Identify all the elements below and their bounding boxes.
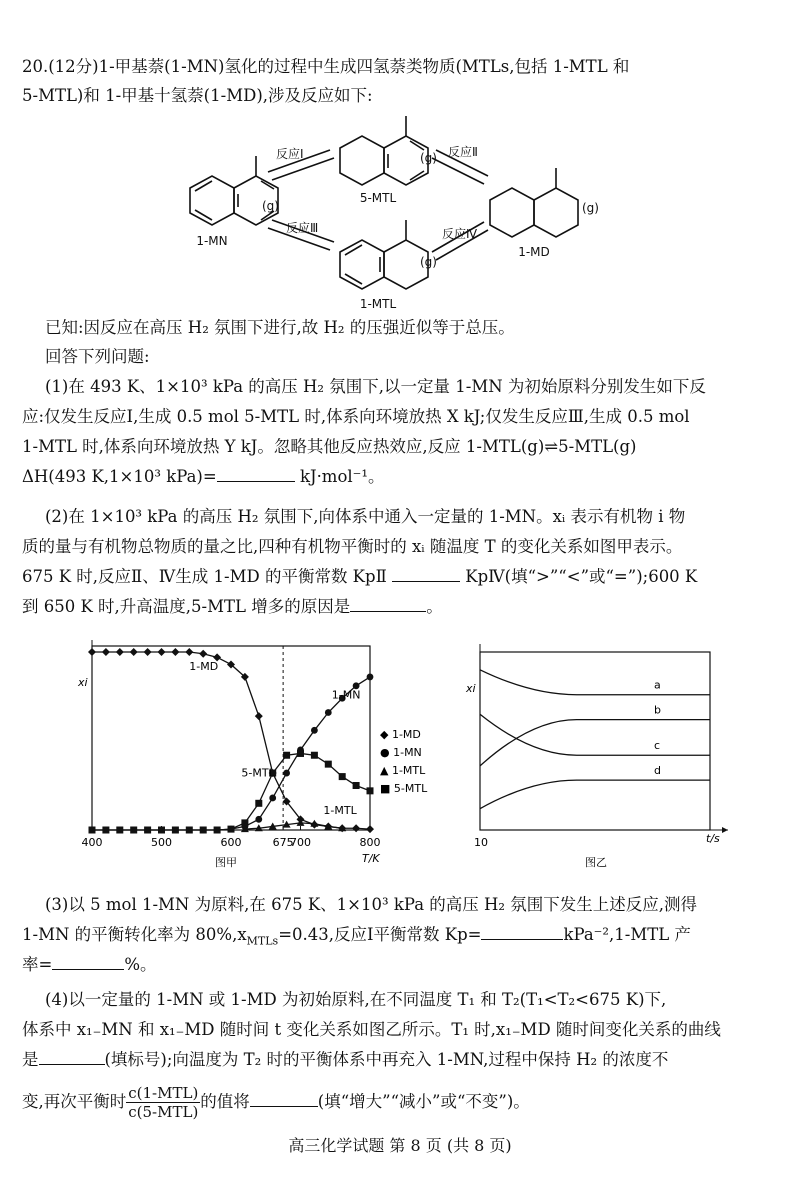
label-r1: 反应Ⅰ — [276, 147, 304, 161]
q1-line-2: 应:仅发生反应Ⅰ,生成 0.5 mol 5-MTL 时,体系向环境放热 X kJ;仅发生反应Ⅲ,生成 0.5 mol — [22, 407, 690, 426]
point-1-MN — [325, 709, 332, 716]
question-line-1: 20.(12分)1-甲基萘(1-MN)氢化的过程中生成四氢萘类物质(MTLs,包括 1-MTL 和 — [22, 57, 630, 76]
q4-bian: 变,再次平衡时 — [22, 1092, 127, 1111]
point-5-MTL — [311, 752, 318, 759]
structure-1md — [490, 168, 578, 237]
q1-unit: kJ·mol⁻¹。 — [299, 467, 385, 486]
point-5-MTL — [339, 773, 346, 780]
q4-fraction — [126, 1084, 200, 1121]
x-tick-label: 10 — [474, 836, 488, 849]
q3-sub: MTLs — [246, 934, 279, 948]
structure-1mtl — [340, 220, 428, 289]
curve-c — [480, 714, 710, 755]
q3-conv: 1-MN 的平衡转化率为 80%,x — [22, 925, 247, 944]
point-1-MD — [88, 648, 96, 656]
reaction-scheme — [150, 110, 620, 310]
label-5mtl: 5-MTL — [359, 191, 397, 205]
point-1-MD — [185, 648, 193, 656]
point-1-MD — [116, 648, 124, 656]
structure-5mtl — [340, 116, 428, 185]
point-1-MD — [158, 648, 166, 656]
point-5-MTL — [214, 827, 221, 834]
point-5-MTL — [89, 827, 96, 834]
q2-line-3 — [22, 565, 697, 589]
q2-line-2: 质的量与有机物总物质的量之比,四种有机物平衡时的 xᵢ 随温度 T 的变化关系如图甲表示。 — [22, 537, 683, 556]
plot-frame — [92, 646, 370, 830]
y-axis-label: xi — [78, 676, 88, 689]
q3-blank-kp[interactable] — [481, 923, 563, 940]
known-text: 已知:因反应在高压 H₂ 氛围下进行,故 H₂ 的压强近似等于总压。 — [45, 318, 515, 337]
q1-dh: ΔH(493 K,1×10³ kPa)= — [22, 467, 217, 486]
q4-rest: (填标号);向温度为 T₂ 时的平衡体系中再充入 1-MN,过程中保持 H₂ 的浓度不 — [104, 1050, 669, 1069]
legend-item: ▲ 1-MTL — [380, 764, 426, 777]
point-5-MTL — [228, 826, 235, 833]
legend-item: ■ 5-MTL — [380, 782, 428, 795]
point-5-MTL — [255, 800, 262, 807]
q3-line-2 — [22, 923, 691, 953]
q3-blank-yield[interactable] — [52, 953, 124, 970]
label-1mtl: 1-MTL — [323, 803, 357, 817]
q2-line-4 — [22, 595, 443, 619]
x-axis-arrowhead — [722, 827, 728, 833]
point-1-MD — [352, 824, 360, 832]
x-tick-label: 500 — [151, 836, 172, 849]
gas-1mtl: (g) — [420, 255, 437, 269]
x-axis-label: t/s — [706, 832, 720, 845]
question-line-2: 5-MTL)和 1-甲基十氢萘(1-MD),涉及反应如下: — [22, 86, 373, 105]
q3-kp: =0.43,反应Ⅰ平衡常数 Kp= — [278, 925, 482, 944]
x-tick-label: 600 — [220, 836, 242, 849]
point-1-MN — [255, 816, 262, 823]
q4-fill: (填“增大”“减小”或“不变”)。 — [317, 1092, 530, 1111]
curve-b — [480, 720, 710, 766]
q3-unit: kPa⁻²,1-MTL 产 — [563, 925, 691, 944]
q2-blank-compare[interactable] — [392, 565, 460, 582]
q4-line-1: (4)以一定量的 1-MN 或 1-MD 为初始原料,在不同温度 T₁ 和 T₂(T₁<T₂<675 K)下, — [45, 990, 667, 1009]
point-1-MN — [269, 795, 276, 802]
chart-title: 图乙 — [585, 856, 607, 869]
q2-kp4: KpⅣ(填“>”“<”或“=”);600 K — [465, 567, 698, 586]
q2-end: 。 — [426, 597, 443, 616]
point-1-MD — [130, 648, 138, 656]
label-r3: 反应Ⅲ — [286, 221, 319, 235]
curve-label-a: a — [654, 678, 661, 692]
point-5-MTL — [283, 752, 290, 759]
q4-line-4 — [22, 1084, 530, 1121]
answer-prompt: 回答下列问题: — [45, 347, 150, 366]
label-1mtl: 1-MTL — [359, 297, 397, 310]
chart-title: 图甲 — [215, 856, 237, 869]
point-5-MTL — [353, 782, 360, 789]
point-5-MTL — [144, 827, 151, 834]
point-1-MN — [311, 727, 318, 734]
plot-frame — [480, 652, 710, 830]
point-5-MTL — [186, 827, 193, 834]
label-r4: 反应Ⅳ — [442, 227, 478, 241]
q1-blank[interactable] — [217, 465, 295, 482]
q4-frac-den: c(5-MTL) — [128, 1103, 199, 1121]
point-5-MTL — [325, 761, 332, 768]
q2-blank-reason[interactable] — [350, 595, 426, 612]
curve-label-d: d — [654, 764, 661, 778]
q1-line-3: 1-MTL 时,体系向环境放热 Y kJ。忽略其他反应热效应,反应 1-MTL(g)⇌5-MTL(g) — [22, 437, 637, 456]
point-5-MTL — [130, 827, 137, 834]
point-5-MTL — [200, 827, 207, 834]
point-1-MD — [255, 712, 263, 720]
q4-is: 是 — [22, 1050, 39, 1069]
q1-line-4 — [22, 465, 385, 489]
gas-1md: (g) — [582, 201, 599, 215]
point-1-MD — [144, 648, 152, 656]
structure-1mn — [190, 156, 278, 225]
point-1-MN — [367, 674, 374, 681]
point-5-MTL — [116, 827, 123, 834]
q2-line-1: (2)在 1×10³ kPa 的高压 H₂ 氛围下,向体系中通入一定量的 1-MN。xᵢ 表示有机物 i 物 — [45, 507, 686, 526]
point-5-MTL — [102, 827, 109, 834]
q1-line-1: (1)在 493 K、1×10³ kPa 的高压 H₂ 氛围下,以一定量 1-MN 为初始原料分别发生如下反 — [45, 377, 706, 396]
q4-line-2: 体系中 x₁₋MN 和 x₁₋MD 随时间 t 变化关系如图乙所示。T₁ 时,x₁₋MD 随时间变化关系的曲线 — [22, 1020, 721, 1039]
curve-label-c: c — [654, 739, 661, 753]
q4-value: 的值将 — [200, 1092, 250, 1111]
q4-line-3 — [22, 1048, 668, 1072]
label-r2: 反应Ⅱ — [448, 145, 478, 159]
point-1-MN — [283, 770, 290, 777]
label-1mn: 1-MN — [331, 688, 361, 702]
legend-item: ◆ 1-MD — [380, 728, 421, 741]
q3-line-1: (3)以 5 mol 1-MN 为原料,在 675 K、1×10³ kPa 的高压 H₂ 氛围下发生上述反应,测得 — [45, 895, 698, 914]
x-tick-label: 800 — [359, 836, 381, 849]
page-footer: 高三化学试题 第 8 页 (共 8 页) — [288, 1136, 512, 1155]
gas-1mn: (g) — [262, 199, 279, 213]
label-1mn: 1-MN — [196, 234, 228, 248]
x-tick-label: 675 — [272, 836, 294, 849]
q3-line-3 — [22, 953, 157, 977]
series-line-1-MD — [92, 652, 370, 829]
point-1-MD — [171, 648, 179, 656]
q2-reason: 到 650 K 时,升高温度,5-MTL 增多的原因是 — [22, 597, 351, 616]
q3-yield: 率= — [22, 955, 53, 974]
point-5-MTL — [297, 750, 304, 757]
point-5-MTL — [241, 819, 248, 826]
x-axis-label: T/K — [362, 852, 380, 865]
label-5mtl: 5-MTL — [241, 766, 275, 780]
legend-item: ● 1-MN — [380, 746, 422, 759]
label-1md: 1-MD — [189, 659, 219, 673]
chart-yi — [450, 638, 750, 883]
point-1-MD — [366, 825, 374, 833]
point-1-MD — [102, 648, 110, 656]
q3-pct: %。 — [124, 955, 157, 974]
q4-frac-num: c(1-MTL) — [128, 1084, 199, 1102]
x-tick-label: 400 — [81, 836, 103, 849]
point-5-MTL — [367, 787, 374, 794]
curve-label-b: b — [654, 703, 661, 717]
point-5-MTL — [158, 827, 165, 834]
q4-blank-trend[interactable] — [250, 1090, 318, 1107]
point-1-MD — [199, 650, 207, 658]
q2-kp2: 675 K 时,反应Ⅱ、Ⅳ生成 1-MD 的平衡常数 KpⅡ — [22, 567, 387, 586]
q4-blank-curve[interactable] — [39, 1048, 105, 1065]
curve-d — [480, 780, 710, 808]
chart-jia — [40, 638, 460, 883]
point-5-MTL — [172, 827, 179, 834]
label-1md: 1-MD — [518, 245, 550, 259]
y-axis-label: xi — [466, 682, 476, 695]
curve-a — [480, 670, 710, 695]
gas-5mtl: (g) — [420, 151, 437, 165]
x-tick-label: 700 — [290, 836, 311, 849]
